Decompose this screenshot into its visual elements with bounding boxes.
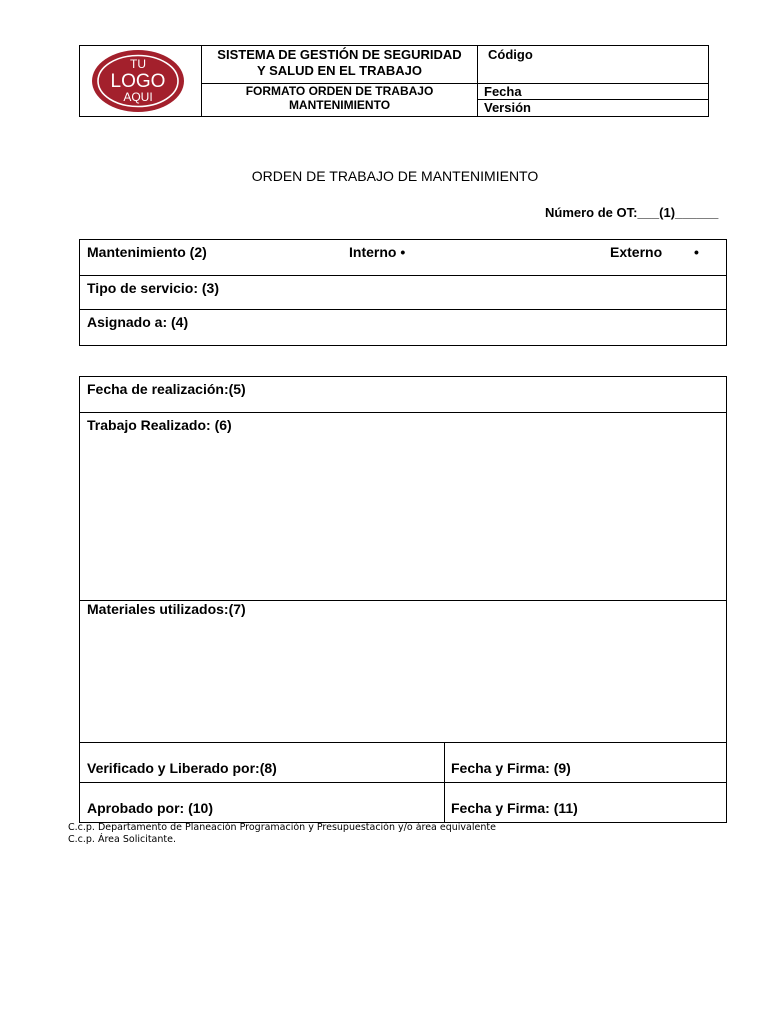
logo-text-line2: LOGO (110, 71, 166, 92)
tipo-servicio-label: Tipo de servicio: (3) (87, 280, 219, 296)
fecha-firma-9-label: Fecha y Firma: (9) (451, 760, 571, 776)
fecha-realizacion-label: Fecha de realización:(5) (87, 381, 246, 397)
maintenance-info-table (79, 239, 727, 346)
column-divider (444, 743, 445, 782)
asignado-label: Asignado a: (4) (87, 314, 189, 330)
verificado-label: Verificado y Liberado por:(8) (87, 760, 277, 776)
ccp-line-1: C.c.p. Departamento de Planeación Programación y Presupuestación y/o área equivalente (68, 822, 496, 833)
materials-row (80, 601, 726, 743)
system-title-line1: SISTEMA DE GESTIÓN DE SEGURIDAD (217, 47, 462, 62)
column-divider (444, 783, 445, 822)
fecha-firma-11-label: Fecha y Firma: (11) (451, 800, 578, 816)
header-table (79, 45, 709, 117)
work-details-table (79, 376, 727, 823)
interno-option: Interno • (349, 244, 406, 260)
codigo-cell: Código (478, 46, 708, 84)
ccp-line-2: C.c.p. Área Solicitante. (68, 834, 176, 845)
logo-cell (80, 46, 202, 116)
verified-row (80, 743, 726, 783)
trabajo-realizado-label: Trabajo Realizado: (6) (87, 417, 232, 433)
mantenimiento-label: Mantenimiento (2) (87, 244, 207, 260)
aprobado-label: Aprobado por: (10) (87, 800, 213, 816)
format-title-line1: FORMATO ORDEN DE TRABAJO (245, 84, 434, 98)
service-type-row (80, 276, 726, 310)
format-title-line2: MANTENIMIENTO (288, 98, 391, 112)
logo (80, 46, 200, 116)
assigned-row (80, 310, 726, 345)
fecha-cell: Fecha (478, 84, 708, 100)
completion-date-row (80, 377, 726, 413)
externo-option: Externo (610, 244, 663, 260)
materiales-label: Materiales utilizados:(7) (87, 601, 246, 617)
system-title-line2: Y SALUD EN EL TRABAJO (257, 63, 422, 78)
format-title-cell (202, 84, 478, 116)
maintenance-type-row (80, 240, 726, 276)
document-title: ORDEN DE TRABAJO DE MANTENIMIENTO (251, 168, 539, 184)
externo-bullet: • (694, 244, 699, 260)
version-cell: Versión (484, 100, 531, 115)
work-done-row (80, 413, 726, 601)
system-title-cell (202, 46, 478, 84)
copy-recipients (68, 822, 496, 846)
logo-text-line1: TU (130, 57, 146, 71)
logo-text-line3: AQUI (123, 90, 153, 104)
ot-number: Número de OT:___(1)______ (545, 205, 719, 220)
approved-row (80, 783, 726, 822)
